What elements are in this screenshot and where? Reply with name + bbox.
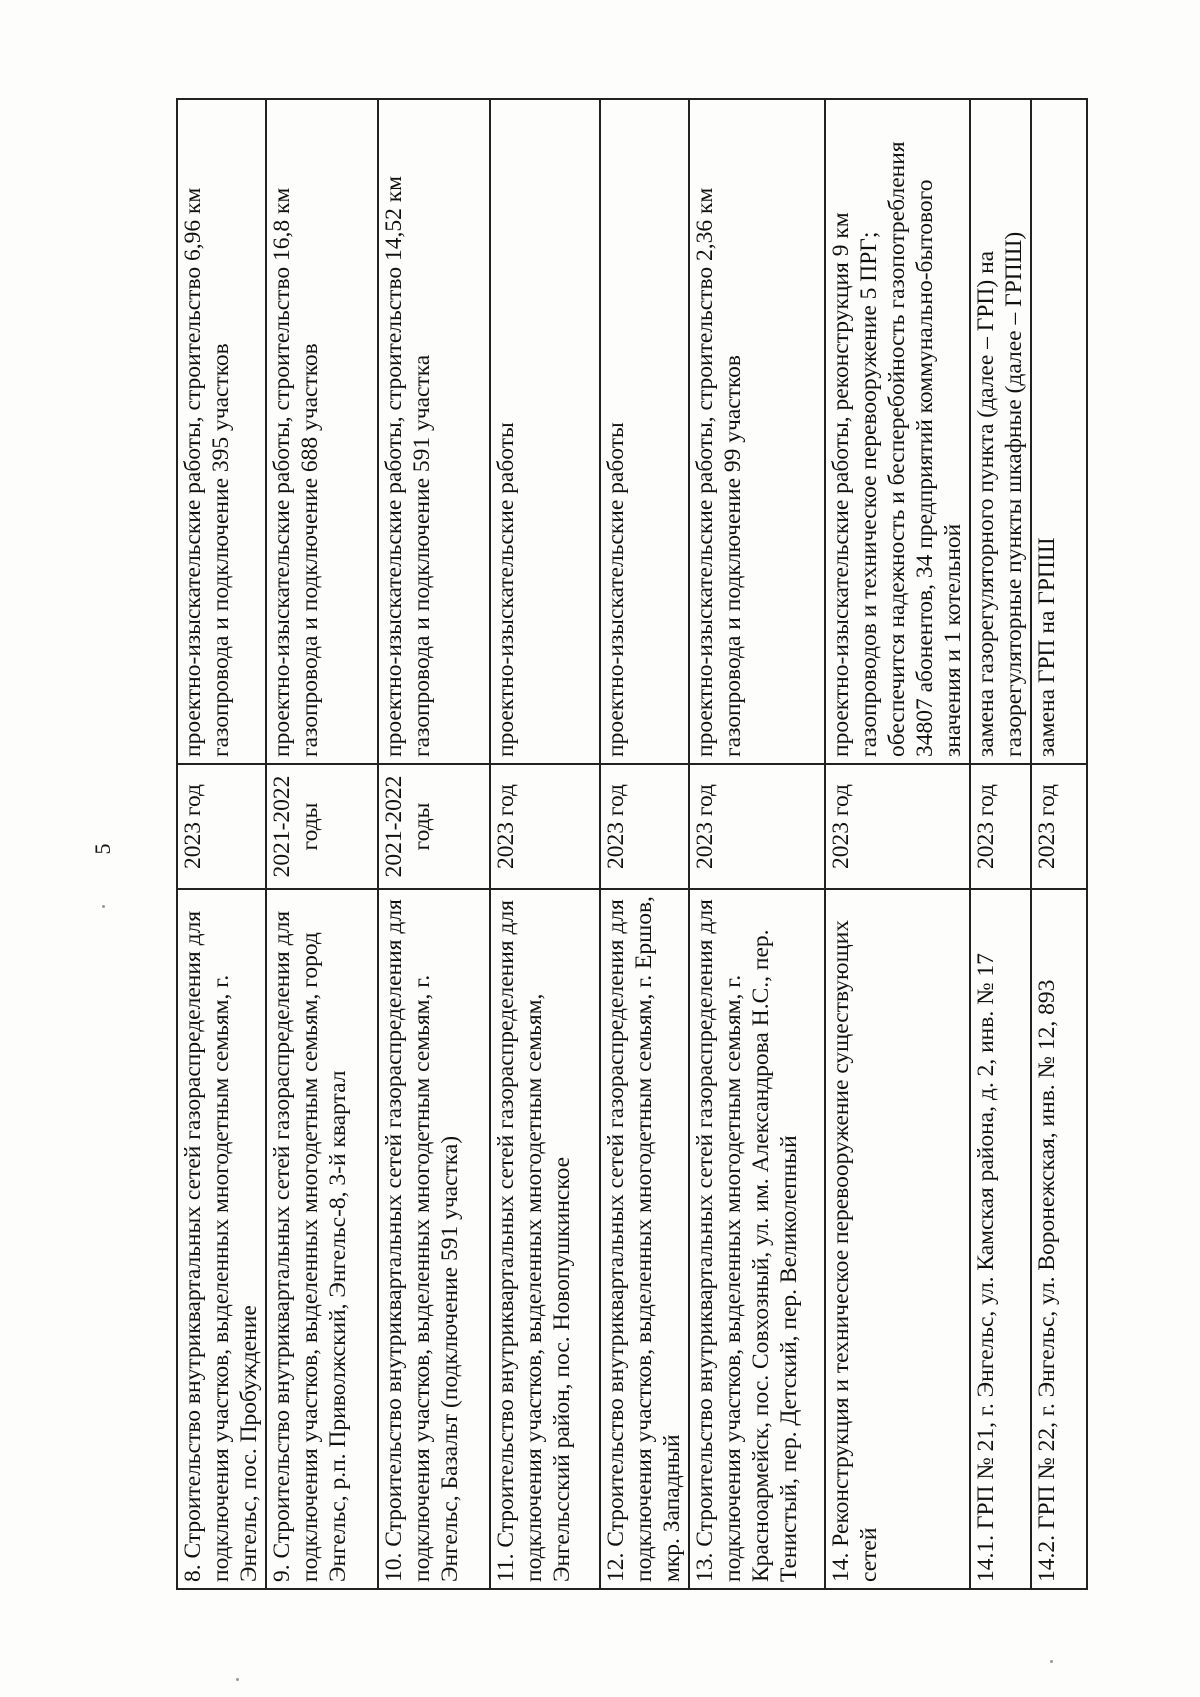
table-row — [378, 99, 490, 1589]
period-cell: 2023 год — [970, 764, 1031, 889]
table-row — [970, 99, 1031, 1589]
scan-speck — [1050, 1660, 1053, 1663]
object-cell: 10. Строительство внутриквартальных сетей газораспределения для подключения участков, выделенных многодетным семьям, г. Энгельс, Базальт (подключение 591 участка) — [378, 889, 490, 1589]
table-row — [1031, 99, 1087, 1589]
object-cell: 14.2. ГРП № 22, г. Энгельс, ул. Воронежская, инв. № 12, 893 — [1031, 889, 1087, 1589]
works-cell: проектно-изыскательские работы — [600, 99, 689, 764]
table-row — [490, 99, 600, 1589]
object-cell: 9. Строительство внутриквартальных сетей газораспределения для подключения участков, выделенных многодетным семьям, город Энгельс, р.п. Приволжский, Энгельс-8, 3-й квартал — [266, 889, 378, 1589]
works-cell: замена газорегуляторного пункта (далее – ГРП) на газорегуляторные пункты шкафные (далее – ГРПШ) — [970, 99, 1031, 764]
object-cell: 14. Реконструкция и техническое перевооружение существующих сетей — [825, 889, 970, 1589]
period-cell: 2023 год — [1031, 764, 1087, 889]
rotated-table-container — [176, 100, 1060, 1590]
period-cell: 2023 год — [177, 764, 266, 889]
table-row — [689, 99, 825, 1589]
works-cell: проектно-изыскательские работы, строительство 14,52 км газопровода и подключение 591 участка — [378, 99, 490, 764]
period-cell: 2023 год — [689, 764, 825, 889]
period-cell: 2023 год — [600, 764, 689, 889]
table-row — [266, 99, 378, 1589]
period-cell: 2021-2022 годы — [378, 764, 490, 889]
works-cell: проектно-изыскательские работы, строительство 16,8 км газопровода и подключение 688 участков — [266, 99, 378, 764]
works-cell: проектно-изыскательские работы — [490, 99, 600, 764]
object-cell: 13. Строительство внутриквартальных сетей газораспределения для подключения участков, выделенных многодетным семьям, г. Красноармейск, пос. Совхозный, ул. им. Александрова Н.С., пер. Тенистый, пер. Детский, пер. Великолепный — [689, 889, 825, 1589]
object-cell: 14.1. ГРП № 21, г. Энгельс, ул. Камская района, д. 2, инв. № 17 — [970, 889, 1031, 1589]
scan-speck — [236, 1678, 239, 1681]
period-cell: 2023 год — [825, 764, 970, 889]
table-row — [177, 99, 266, 1589]
object-cell: 12. Строительство внутриквартальных сетей газораспределения для подключения участков, выделенных многодетным семьям, г. Ершов, мкр. Западный — [600, 889, 689, 1589]
schedule-table — [176, 98, 1088, 1590]
object-cell: 11. Строительство внутриквартальных сетей газораспределения для подключения участков, выделенных многодетным семьям, Энгельсский район, пос. Новопушкинское — [490, 889, 600, 1589]
table-row — [825, 99, 970, 1589]
scan-speck — [102, 905, 105, 908]
works-cell: замена ГРП на ГРПШ — [1031, 99, 1087, 764]
works-cell: проектно-изыскательские работы, реконструкция 9 км газопроводов и техническое перевооружение 5 ПРГ; обеспечится надежность и бесперебойность газопотребления 34807 абонентов, 34 предприятий коммунально-бытового значения и 1 котельной — [825, 99, 970, 764]
period-cell: 2023 год — [490, 764, 600, 889]
table-row — [600, 99, 689, 1589]
period-cell: 2021-2022 годы — [266, 764, 378, 889]
page-number: 5 — [90, 843, 115, 855]
works-cell: проектно-изыскательские работы, строительство 2,36 км газопровода и подключение 99 участков — [689, 99, 825, 764]
works-cell: проектно-изыскательские работы, строительство 6,96 км газопровода и подключение 395 участков — [177, 99, 266, 764]
object-cell: 8. Строительство внутриквартальных сетей газораспределения для подключения участков, выделенных многодетным семьям, г. Энгельс, пос. Пробуждение — [177, 889, 266, 1589]
